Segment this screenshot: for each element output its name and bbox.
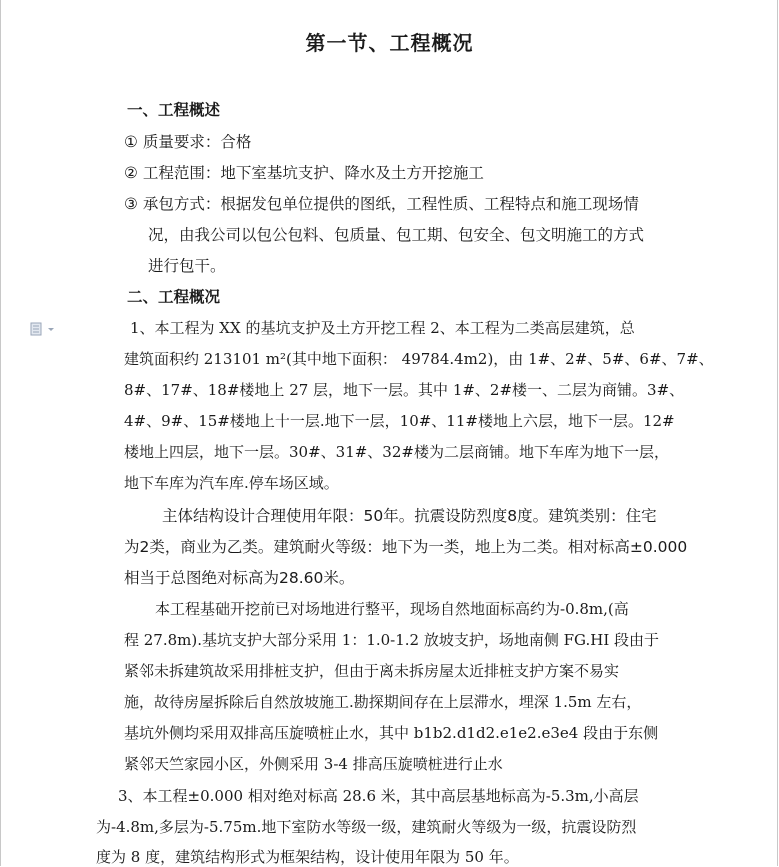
paragraph-line: 基坑外侧均采用双排高压旋喷桩止水，其中 b1b2.d1d2.e1e2.e3e4 段由于东侧 xyxy=(124,724,659,742)
paragraph-line: 紧邻未拆建筑故采用排桩支护，但由于离未拆房屋太近排桩支护方案不易实 xyxy=(124,662,620,680)
paragraph-line: 地下车库为汽车库.停车场区域。 xyxy=(124,474,339,492)
section-heading-situation: 二、工程概况 xyxy=(127,288,221,306)
paragraph-line: 施，故待房屋拆除后自然放坡施工.勘探期间存在上层滞水，埋深 1.5m 左右， xyxy=(124,693,642,711)
paragraph-line: 相当于总图绝对标高为28.60米。 xyxy=(124,569,355,587)
list-item-scope: ② 工程范围：地下室基坑支护、降水及土方开挖施工 xyxy=(124,164,484,182)
paragraph-line: 建筑面积约 213101 m²(其中地下面积： 49784.4m2)，由 1#、2#、5#、6#、7#、 xyxy=(124,350,714,368)
paragraph-line: 8#、17#、18#楼地上 27 层，地下一层。其中 1#、2#楼一、二层为商铺。3#、 xyxy=(124,381,685,399)
paragraph-line: 楼地上四层，地下一层。30#、31#、32#楼为二层商铺。地下车库为地下一层， xyxy=(124,443,669,461)
paragraph-line: 为-4.8m,多层为-5.75m.地下室防水等级一级，建筑耐火等级为一级，抗震设防烈 xyxy=(96,818,637,836)
paragraph-line: 为2类，商业为乙类。建筑耐火等级：地下为一类，地上为二类。相对标高±0.000 xyxy=(124,538,688,556)
paragraph-line: 4#、9#、15#楼地上十一层.地下一层，10#、11#楼地上六层，地下一层。12# xyxy=(124,412,675,430)
list-item-quality: ① 质量要求：合格 xyxy=(124,133,252,151)
section-heading-overview: 一、工程概述 xyxy=(127,101,221,119)
list-item-contract-cont: 进行包干。 xyxy=(148,257,226,275)
paragraph-line: 本工程基础开挖前已对场地进行整平，现场自然地面标高约为-0.8m,(高 xyxy=(155,600,629,618)
paragraph-line: 程 27.8m).基坑支护大部分采用 1：1.0-1.2 放坡支护，场地南侧 FG.HI 段由于 xyxy=(124,631,660,649)
paragraph-line: 紧邻天竺家园小区，外侧采用 3-4 排高压旋喷桩进行止水 xyxy=(124,755,503,773)
paragraph-line: 主体结构设计合理使用年限：50年。抗震设防烈度8度。建筑类别：住宅 xyxy=(162,507,657,525)
page-title: 第一节、工程概况 xyxy=(305,31,474,55)
document-style-icon[interactable] xyxy=(30,322,58,336)
paragraph-line: 3、本工程±0.000 相对绝对标高 28.6 米，其中高层基地标高为-5.3m,小高层 xyxy=(118,787,639,805)
list-item-contract: ③ 承包方式：根据发包单位提供的图纸，工程性质、工程特点和施工现场情 xyxy=(124,195,639,213)
page-left-edge xyxy=(0,0,1,866)
page-right-edge xyxy=(777,0,778,866)
paragraph-line: 1、本工程为 XX 的基坑支护及土方开挖工程 2、本工程为二类高层建筑，总 xyxy=(130,319,635,337)
list-item-contract-cont: 况，由我公司以包公包料、包质量、包工期、包安全、包文明施工的方式 xyxy=(148,226,645,244)
paragraph-line: 度为 8 度，建筑结构形式为框架结构，设计使用年限为 50 年。 xyxy=(96,848,519,866)
